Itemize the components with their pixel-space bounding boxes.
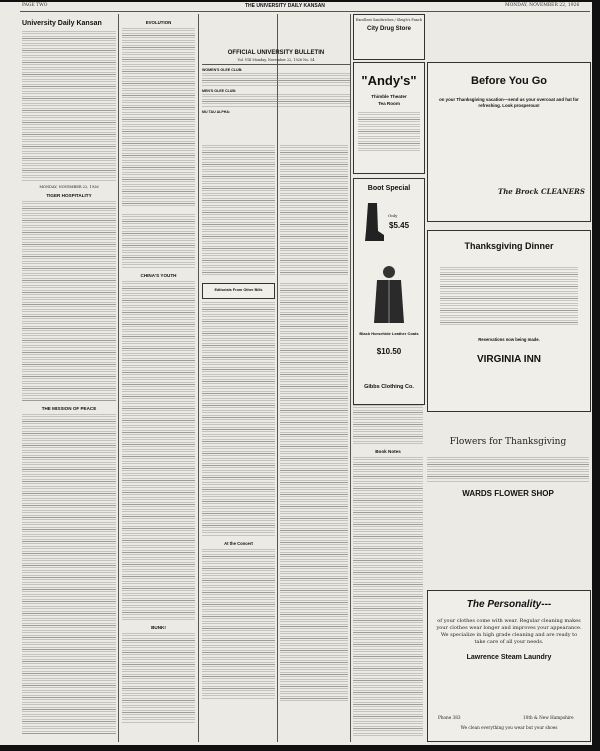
editorial-continued [122,214,195,269]
page-number: PAGE TWO [22,3,48,8]
column-masthead [22,20,116,734]
editorial-mission-body [22,414,116,734]
bulletin-item-glee-women: WOMEN'S GLEE CLUB: [202,67,243,72]
city-drug-tagline: Excellent Sandwiches / Sleigh's Punch [355,18,423,22]
editorial-bunk-body [122,633,195,723]
column-rule-4 [350,14,351,742]
flowers-headline: Flowers for Thanksgiving [449,437,567,447]
editorial-china-heading: CHINA'S YOUTH [140,273,177,278]
bulletin-item-body [202,73,350,87]
wards-flower-shop: WARDS FLOWER SHOP [462,489,554,498]
coat-store: Gibbs Clothing Co. [364,384,414,390]
scan-border-bottom [0,745,600,751]
scan-border-right [592,0,600,751]
editorial-bunk-heading: BUNK! [151,625,166,630]
running-title: THE UNIVERSITY DAILY KANSAN [245,3,325,9]
concert-heading: At the Concert [224,541,253,546]
coat-price: $10.50 [376,347,402,356]
coat-title: Black Horsehide Leather Coats [359,331,419,336]
boot-only: Only [388,213,398,218]
cleaners-logo: The Brock CLEANERS [498,187,585,196]
book-notes-body [353,457,423,737]
virginia-inn-name: VIRGINIA INN [476,354,542,365]
masthead-staff-list [22,31,116,181]
running-date: MONDAY, NOVEMBER 22, 1926 [505,3,580,8]
article-body-col4 [280,145,348,275]
header-rule [20,11,590,12]
bulletin-rule [202,64,350,65]
andys-tearoom: Tea Room [378,101,400,106]
flowers-ad [427,437,589,498]
bulletin-article-body [202,145,275,275]
book-notes-section [353,405,423,737]
other-bills-heading: Editorials From Other Bills [214,288,263,292]
editorial-tiger-heading: TIGER HOSPITALITY [46,193,92,198]
city-drug-name: City Drug Store [366,26,411,32]
other-bills-body [202,302,275,537]
laundry-body: of your clothes come with wear. Regular cleaning makes your clothes wear longer and improves your appearance. We specialize in high grade cleaning and are ready to take care of all your needs. [436,618,582,645]
bulletin-item-body [202,94,350,108]
concert-body [202,549,275,699]
bulletin-item-glee-men: MEN'S GLEE CLUB: [202,88,237,93]
laundry-headline: The Personality--- [466,599,552,610]
thanksgiving-copy [440,267,578,327]
andys-ad [353,62,425,174]
laundry-slogan: We clean everything you wear but your shoes [460,725,558,730]
article-body-col4b [280,283,348,703]
laundry-ad [427,590,591,742]
flowers-copy [427,457,589,483]
thanksgiving-reservations: Reservations now being made. [478,337,540,342]
poem-evolution-body [122,28,195,208]
book-notes-heading: Book Notes [375,449,401,454]
book-notes-top [353,405,423,445]
boot-coat-ad [353,178,425,405]
laundry-phone: Phone 383 [438,715,461,720]
masthead-title: University Daily Kansan [22,20,102,27]
thanksgiving-dinner-ad [427,230,591,412]
column-4-body [280,145,348,703]
masthead-date: MONDAY, NOVEMBER 22, 1926 [39,185,99,189]
column-3-body [202,145,275,699]
boot-special-title: Boot Special [367,185,411,192]
editorial-mission-heading: THE MISSION OF PEACE [41,406,97,411]
other-bills-box [202,283,275,299]
before-you-go-headline: Before You Go [471,75,547,87]
boot-icon [362,201,386,243]
bulletin-item-mu-tau: MU TAU ALPHA: [202,109,231,114]
andys-copy [358,112,420,152]
boot-price: $5.45 [389,221,410,230]
scan-border-top [0,0,600,2]
laundry-name: Lawrence Steam Laundry [466,654,552,661]
coat-figure-icon [372,265,406,325]
editorial-tiger-body [22,201,116,401]
column-bulletin [202,20,350,114]
column-rule-1 [118,14,119,742]
laundry-address: 10th & New Hampshire [523,715,574,720]
column-rule-2 [198,14,199,742]
bulletin-title: OFFICIAL UNIVERSITY BULLETIN [227,50,325,56]
column-rule-3 [277,14,278,742]
bulletin-volume: Vol. VIII Monday, November 22, 1926 No. 54 [237,58,315,62]
andys-name: "Andy's" [361,73,417,88]
before-you-go-ad [427,62,591,222]
andys-theater: Thimble Theater [371,94,407,99]
column-editorials [122,20,195,723]
thanksgiving-headline: Thanksgiving Dinner [464,241,554,251]
city-drug-ad [353,14,425,60]
before-you-go-body: on your Thanksgiving vacation—send us your overcoat and hat for refreshing. Look prosperous! [439,97,579,108]
editorial-china-body [122,281,195,621]
poem-evolution-heading: EVOLUTION [145,20,172,25]
